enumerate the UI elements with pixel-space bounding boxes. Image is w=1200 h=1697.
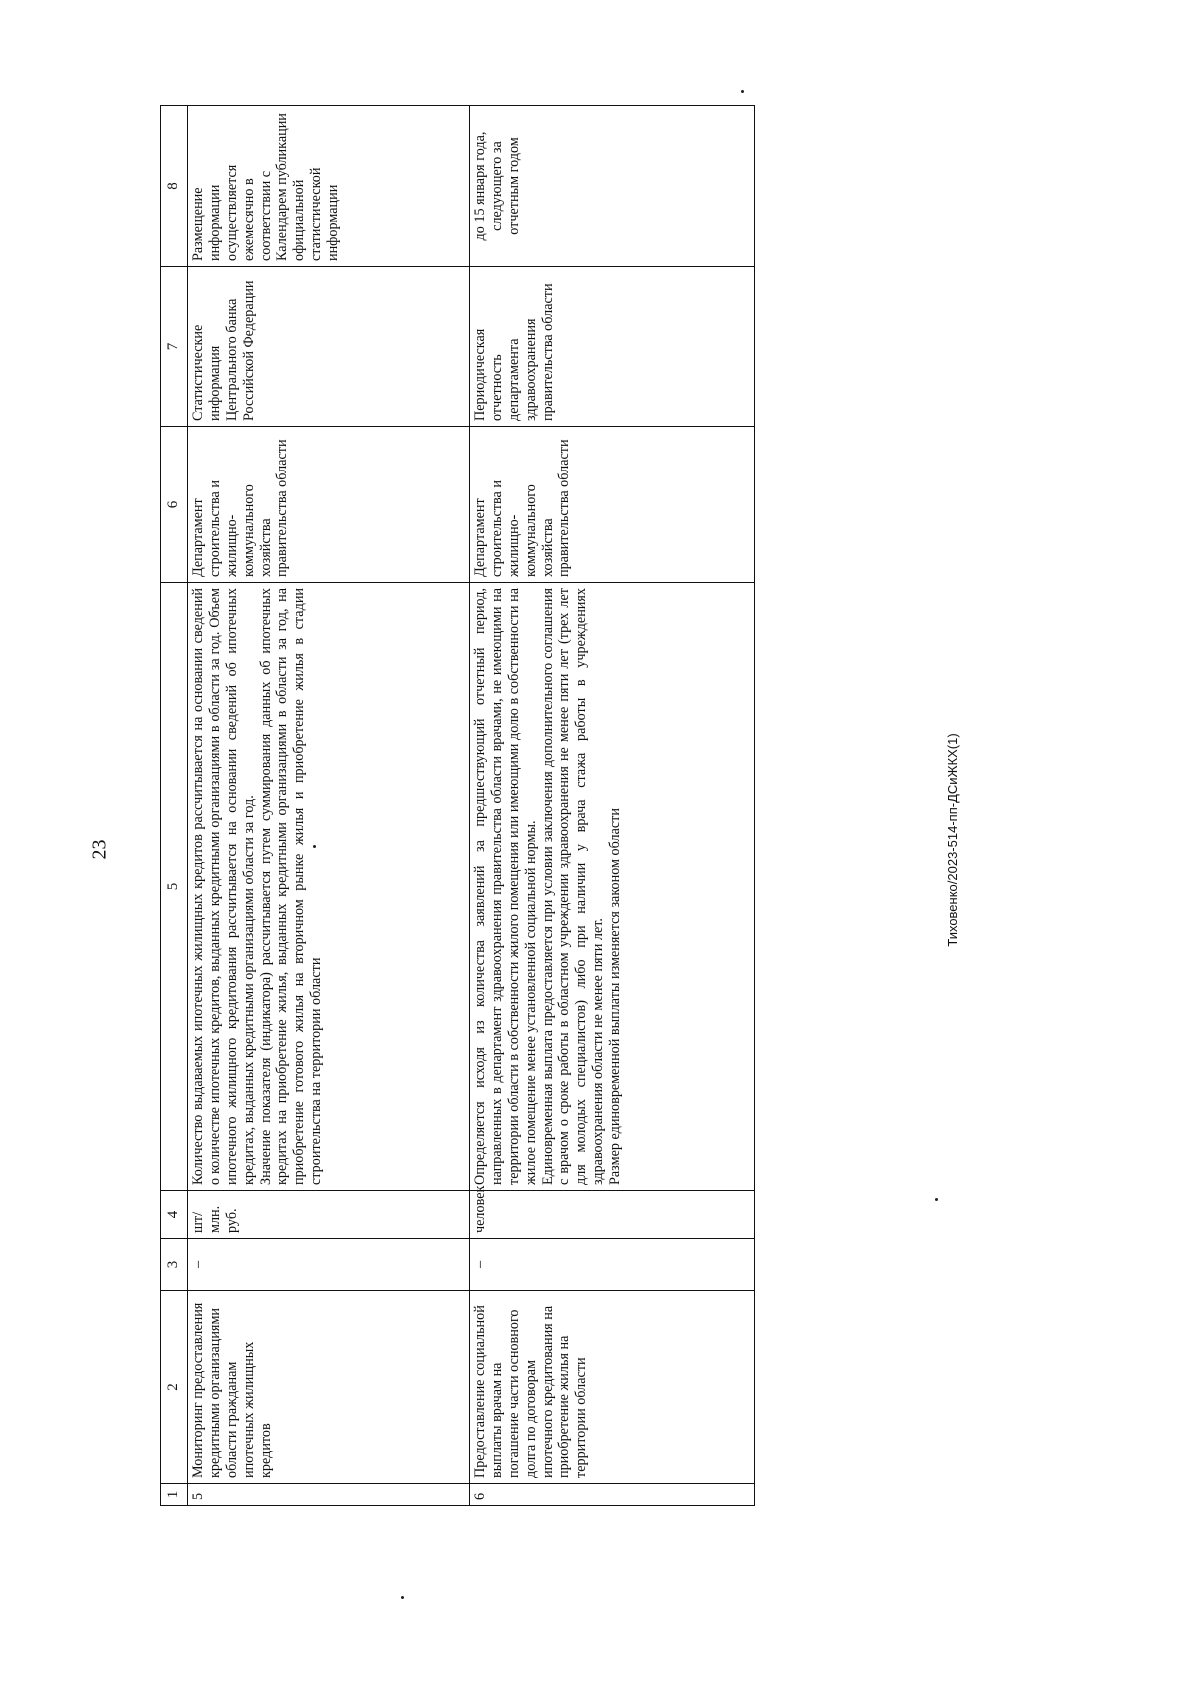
column-3-cell: –: [188, 1239, 470, 1291]
column-3-cell: –: [470, 1239, 755, 1291]
indicator-table: [160, 105, 755, 1506]
header-cell: 1: [161, 1484, 188, 1506]
responsible-cell: Департамент строительства и жилищно-коммунального хозяйства правительства области: [470, 427, 755, 583]
event-name-cell: Мониторинг предоставления кредитными организациями области гражданам ипотечных жилищных кредитов: [188, 1291, 470, 1484]
indicator-table-container: [160, 106, 755, 1506]
deadline-cell: Размещение информации осуществляется ежемесячно в соответствии с Календарем публикации официальной статистической информации: [188, 106, 470, 267]
page-number: 23: [88, 839, 111, 860]
source-cell: Периодическая отчетность департамента здравоохранения правительства области: [470, 267, 755, 427]
description-paragraph: Количество выдаваемых ипотечных жилищных кредитов рассчитывается на основании сведений о количестве ипотечных кредитов, выданных кредитными организациями в области за год. Объем ипотечного жилищного кредитования рассчитывается на основании сведений об ипотечных кредитах, выданных кредитными организациями области за год.: [190, 588, 257, 1185]
scan-speck: [313, 845, 316, 848]
event-name-cell: Предоставление социальной выплаты врачам на погашение части основного долга по договорам ипотечного кредитования на приобретение жилья на территории области: [470, 1291, 755, 1484]
header-cell: 7: [161, 267, 188, 427]
deadline-cell: до 15 января года, следующего за отчетным годом: [470, 106, 755, 267]
scan-speck: [935, 1198, 938, 1201]
source-cell: Статистические информация Центрального банка Российской Федерации: [188, 267, 470, 427]
description-paragraph: Единовременная выплата предоставляется при условии заключения дополнительного соглашения с врачом о сроке работы в областном учреждении здравоохранения не менее пяти лет (трех лет для молодых специалистов) либо при наличии у врача стажа работы в учреждениях здравоохранения области не менее пяти лет.: [539, 588, 607, 1185]
description-paragraph: Определяется исходя из количества заявлений за предшествующий отчетный период, направленных в департамент здравоохранения правительства области врачами, не имеющими на территории области в собственности жилого помещения или имеющими долю в собственности на жилое помещение менее установленной социальной нормы.: [472, 588, 539, 1185]
row-number-cell: 5: [188, 1484, 470, 1506]
responsible-cell: Департамент строительства и жилищно-коммунального хозяйства правительства области: [188, 427, 470, 583]
description-paragraph: Размер единовременной выплаты изменяется законом области: [607, 808, 624, 1185]
scan-speck: [401, 1596, 404, 1599]
header-cell: 6: [161, 427, 188, 583]
unit-cell: шт/ млн. руб.: [188, 1191, 470, 1239]
unit-cell: человек: [470, 1191, 755, 1239]
description-paragraph: Значение показателя (индикатора) рассчитывается путем суммирования данных об ипотечных кредитах на приобретение жилья, выданных кредитными организациями в области за год, на приобретение готового жилья на вторичном рынке жилья и приобретение жилья в стадии строительства на территории области: [257, 588, 325, 1185]
header-cell: 4: [161, 1191, 188, 1239]
header-cell: 5: [161, 583, 188, 1191]
table-row: [188, 106, 470, 1506]
header-cell: 3: [161, 1239, 188, 1291]
table-row: [470, 106, 755, 1506]
header-cell: 8: [161, 106, 188, 267]
scan-speck: [741, 90, 744, 93]
header-cell: 2: [161, 1291, 188, 1484]
row-number-cell: 6: [470, 1484, 755, 1506]
document-registration-code: Тиховенко/2023-514-пп-ДСиЖКХ(1): [945, 733, 960, 947]
calculation-method-cell: [188, 583, 470, 1191]
table-header-row: [161, 106, 188, 1506]
calculation-method-cell: [470, 583, 755, 1191]
